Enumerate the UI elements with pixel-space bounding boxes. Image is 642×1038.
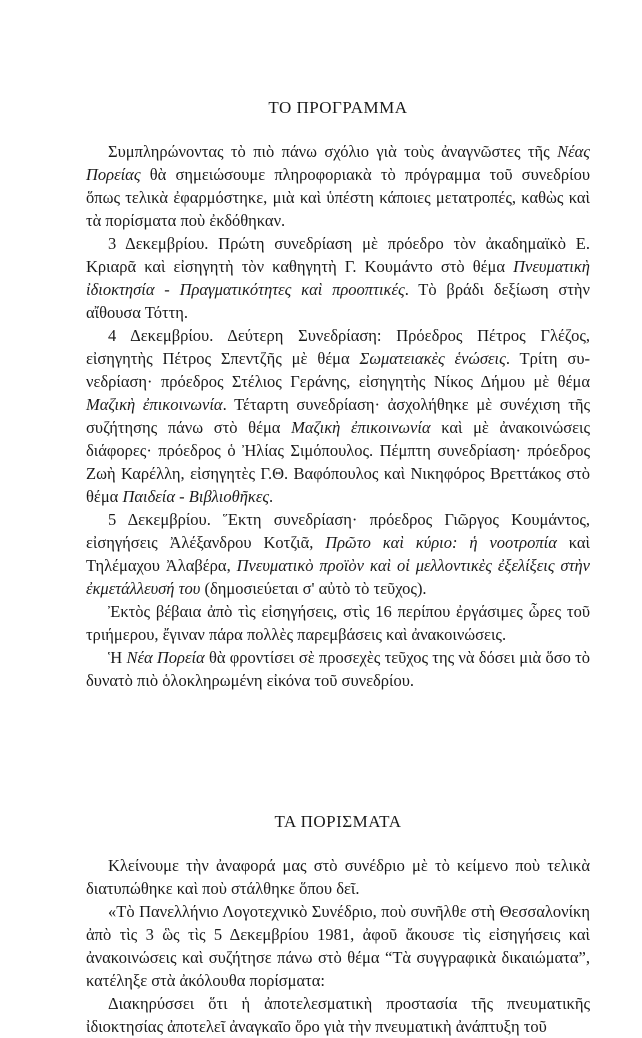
paragraph [86, 600, 590, 646]
section-body-conclusions [86, 854, 590, 1038]
paragraph [86, 992, 590, 1038]
text-run: 4 Δεκεμβρίου. Δεύτερη Συνεδρίαση: Πρόεδρος Πέτρος Γλέζος, εἰσηγητὴς Πέτρος Σπεντζῆς μὲ θέμα [86, 326, 590, 368]
text-run: 5 Δεκεμβρίου. Ἕκτη συνεδρίαση· πρόεδρος Γιῶργος Κουμάντος, εἰσηγήσεις Ἀλέξανδρου Κοτζιᾶ, [86, 510, 590, 552]
italic-title: Μαζικὴ ἐπικοινωνία [291, 418, 431, 437]
italic-title: Πνευματικὸ προϊὸν καὶ οἱ μελλοντικὲς ἐξελίξεις στὴν ἐκμετάλλευσή του [86, 556, 590, 598]
text-run: 3 Δεκεμβρίου. Πρώτη συνεδρίαση μὲ πρόεδρο τὸν ἀκαδημαϊκὸ Ε. Κριαρᾶ καὶ εἰσηγητὴ τὸν καθηγητὴ Γ. Κουμάντο στὸ θέμα [86, 234, 590, 276]
text-run: Ἐκτὸς βέβαια ἀπὸ τὶς εἰσηγήσεις, στὶς 16 περίπου ἐργάσιμες ὧρες τοῦ τριήμερου, ἔγιναν πάρα πολλὲς παρεμβάσεις καὶ ἀνακοινώσεις. [86, 602, 590, 644]
italic-title: Νέας Πορείας [86, 142, 590, 184]
paragraph [86, 508, 590, 600]
italic-title: Σωματειακὲς ἑνώσεις [359, 349, 506, 368]
text-run: . Τρίτη συνεδρίαση· πρόεδρος Στέλιος Γεράνης, εἰσηγητὴς Νίκος Δήμου μὲ θέμα [86, 349, 590, 391]
paragraph [86, 646, 590, 692]
paragraph [86, 900, 590, 992]
text-run: . Τὸ βράδι δεξίωση στὴν αἴθουσα Τόττη. [86, 280, 591, 322]
text-run: καὶ Τηλέμαχου Ἀλαβέρα, [86, 533, 590, 575]
text-run: Συμπληρώνοντας τὸ πιὸ πάνω σχόλιο γιὰ τοὺς ἀναγνῶστες τῆς [108, 142, 558, 161]
paragraph [86, 232, 590, 324]
paragraph [86, 854, 590, 900]
section-title-program: ΤΟ ΠΡΟΓΡΑΜΜΑ [268, 98, 408, 117]
text-run: . [269, 487, 274, 506]
section-body-program [86, 140, 590, 692]
italic-title: Πρῶτο καὶ κύριο: ἡ νοοτροπία [325, 533, 557, 552]
italic-title: Μαζικὴ ἐπικοινωνία [86, 395, 223, 414]
paragraph [86, 140, 590, 232]
text-run: καὶ μὲ ἀνακοινώσεις διάφορες· πρόεδρος ὁ Ἠλίας Σιμόπουλος. Πέμπτη συνεδρίαση· πρόεδρος Ζωὴ Καρέλλη, εἰσηγητὲς Γ.Θ. Βαφόπουλος καὶ Νικηφόρος Βρεττάκος στὸ θέμα [86, 418, 590, 506]
text-run: Διακηρύσσει ὅτι ἡ ἀποτελεσματικὴ προστασία τῆς πνευματικῆς ἰδιοκτησίας ἀποτελεῖ ἀναγκαῖο ὅρο γιὰ τὴν πνευματικὴ ἀνάπτυξη τοῦ [86, 994, 590, 1036]
text-run: θὰ φροντίσει σὲ προσεχὲς τεῦχος της νὰ δόσει μιὰ ὅσο τὸ δυνατὸ πιὸ ὁλοκληρωμένη εἰκόνα τοῦ συνεδρίου. [86, 648, 590, 690]
text-run: Ἡ [108, 648, 127, 667]
section-title-conclusions: ΤΑ ΠΟΡΙΣΜΑΤΑ [274, 812, 402, 831]
text-run: θὰ σημειώσουμε πληροφοριακὰ τὸ πρόγραμμα τοῦ συνεδρίου ὅπως τελικὰ ἐφαρμόστηκε, μιὰ καὶ ὑπέστη κάποιες μετατροπές, καθὼς καὶ τὰ πορίσματα ποὺ ἐκδόθηκαν. [86, 165, 590, 230]
text-run: «Τὸ Πανελλήνιο Λογοτεχνικὸ Συνέδριο, ποὺ συνῆλθε στὴ Θεσσαλονίκη ἀπὸ τὶς 3 ὣς τὶς 5 Δεκεμβρίου 1981, ἀφοῦ ἄκουσε τὶς εἰσηγήσεις καὶ ἀνακοινώσεις καὶ συζήτησε πάνω στὸ θέμα “Τὰ συγγραφικὰ δικαιώματα”, κατέληξε στὰ ἀκόλουθα πορίσματα: [86, 902, 590, 990]
italic-title: Πνευματικὴ ἰδιοκτησία - Πραγματικότητες καὶ προοπτικές [86, 257, 590, 299]
text-run: . Τέταρτη συνεδρίαση· ἀσχολήθηκε μὲ συνέχιση τῆς συζήτησης πάνω στὸ θέμα [86, 395, 590, 437]
text-run: Κλείνουμε τὴν ἀναφορά μας στὸ συνέδριο μὲ τὸ κείμενο ποὺ τελικὰ διατυπώθηκε καὶ ποὺ στάλθηκε ὅπου δεῖ. [86, 856, 590, 898]
italic-title: Παιδεία - Βιβλιοθῆκες [122, 487, 270, 506]
italic-title: Νέα Πορεία [126, 648, 205, 667]
paragraph [86, 324, 590, 508]
text-run: (δημοσιεύεται σ' αὐτὸ τὸ τεῦχος). [200, 579, 427, 598]
